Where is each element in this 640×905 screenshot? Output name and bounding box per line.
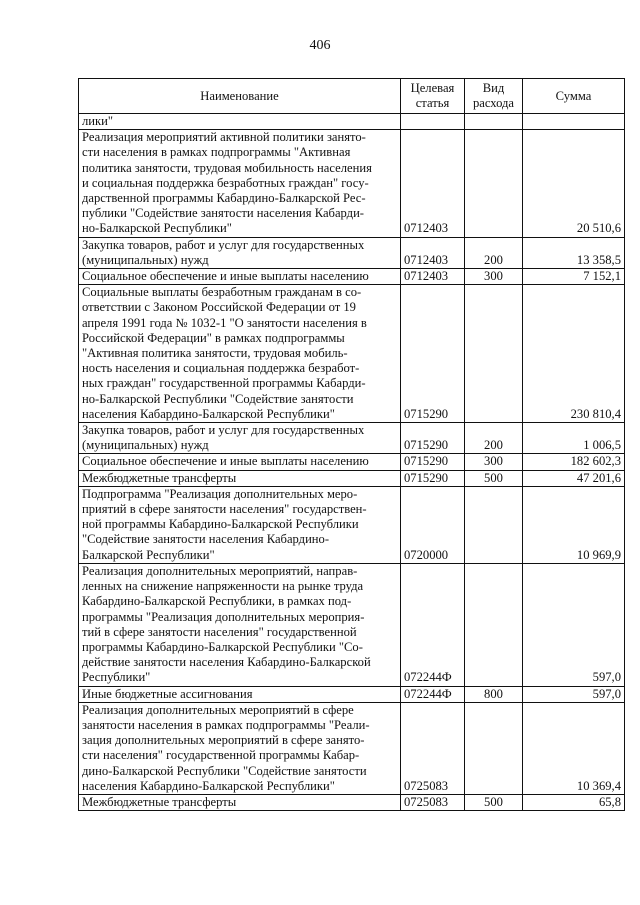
row-name xyxy=(79,114,401,130)
row-name-line: сти населения в рамках подпрограммы "Активная xyxy=(82,145,351,160)
row-name-line: зация дополнительных мероприятий в сфере занято- xyxy=(82,733,365,748)
row-name xyxy=(79,794,401,810)
budget-table xyxy=(78,78,625,811)
row-type xyxy=(465,702,523,794)
row-sum: 13 358,5 xyxy=(523,237,625,268)
row-code: 0720000 xyxy=(401,486,465,563)
row-name-line: и социальная поддержка безработных граждан" госу- xyxy=(82,175,369,190)
row-name xyxy=(79,686,401,702)
row-name-line: ответствии с Законом Российской Федерации от 19 xyxy=(82,300,356,315)
row-name-line: публики "Содействие занятости населения Кабарди- xyxy=(82,206,364,221)
row-name-line: программы "Реализация дополнительных мероприя- xyxy=(82,609,365,624)
row-name-line: Закупка товаров, работ и услуг для государственных xyxy=(82,237,365,252)
row-type xyxy=(465,563,523,686)
row-name-line: приятий в сфере занятости населения" государствен- xyxy=(82,502,367,517)
row-name-line: действие занятости населения Кабардино-Балкарской xyxy=(82,655,371,670)
row-type xyxy=(465,285,523,423)
row-name xyxy=(79,702,401,794)
row-code: 072244Ф xyxy=(401,563,465,686)
table-row xyxy=(79,130,625,237)
row-sum: 65,8 xyxy=(523,794,625,810)
row-type: 300 xyxy=(465,454,523,470)
row-name-line: ленных на снижение напряженности на рынке труда xyxy=(82,579,364,594)
table-header-row xyxy=(79,79,625,114)
page-number: 406 xyxy=(309,38,331,53)
row-name-line: "Содействие занятости населения Кабардино- xyxy=(82,532,330,547)
row-name xyxy=(79,454,401,470)
table-row xyxy=(79,702,625,794)
row-sum: 1 006,5 xyxy=(523,423,625,454)
row-name-line: занятости населения в рамках подпрограммы "Реали- xyxy=(82,717,370,732)
row-code: 0725083 xyxy=(401,794,465,810)
row-name-line: Межбюджетные трансферты xyxy=(82,470,237,485)
row-name-line: ной программы Кабардино-Балкарской Республики xyxy=(82,517,359,532)
row-name-line: сти населения" государственной программы Кабар- xyxy=(82,748,360,763)
row-code: 072244Ф xyxy=(401,686,465,702)
row-name-line: Иные бюджетные ассигнования xyxy=(82,686,253,701)
table-row xyxy=(79,563,625,686)
row-name-line: ность населения и социальная поддержка безработ- xyxy=(82,361,360,376)
row-name-line: но-Балкарской Республики "Содействие занятости xyxy=(82,391,354,406)
row-name-line: программы Кабардино-Балкарской Республики "Со- xyxy=(82,639,363,654)
row-name xyxy=(79,130,401,237)
row-type: 500 xyxy=(465,470,523,486)
row-name-line: населения Кабардино-Балкарской Республики" xyxy=(82,778,335,793)
header-name: Наименование xyxy=(79,79,401,114)
row-name-line: Социальное обеспечение и иные выплаты населению xyxy=(82,454,369,469)
row-name-line: Подпрограмма "Реализация дополнительных меро- xyxy=(82,486,358,501)
table-body xyxy=(79,114,625,811)
row-name xyxy=(79,237,401,268)
row-name xyxy=(79,563,401,686)
row-code xyxy=(401,114,465,130)
row-name-line: политика занятости, трудовая мобильность населения xyxy=(82,160,372,175)
row-name-line: Республики" xyxy=(82,670,151,685)
row-name-line: апреля 1991 года № 1032-1 "О занятости населения в xyxy=(82,315,367,330)
table-row xyxy=(79,269,625,285)
row-name-line: Российской Федерации" в рамках подпрограммы xyxy=(82,330,345,345)
row-name-line: Кабардино-Балкарской Республики, в рамках под- xyxy=(82,594,352,609)
row-name-line: Реализация мероприятий активной политики занято- xyxy=(82,130,366,145)
row-name-line: но-Балкарской Республики" xyxy=(82,221,232,236)
row-code: 0712403 xyxy=(401,269,465,285)
row-name-line: Межбюджетные трансферты xyxy=(82,794,237,809)
row-sum: 230 810,4 xyxy=(523,285,625,423)
header-code: Целевая статья xyxy=(401,79,465,114)
row-name-line: тий в сфере занятости населения" государственной xyxy=(82,624,357,639)
row-name-line: Реализация дополнительных мероприятий, направ- xyxy=(82,563,358,578)
row-type: 200 xyxy=(465,423,523,454)
row-sum xyxy=(523,114,625,130)
row-sum: 10 969,9 xyxy=(523,486,625,563)
row-code: 0715290 xyxy=(401,470,465,486)
row-type xyxy=(465,486,523,563)
table-row xyxy=(79,686,625,702)
row-type: 800 xyxy=(465,686,523,702)
row-name-line: Балкарской Республики" xyxy=(82,547,215,562)
row-name-line: Социальное обеспечение и иные выплаты населению xyxy=(82,269,369,284)
row-name-line: (муниципальных) нужд xyxy=(82,252,209,267)
row-sum: 47 201,6 xyxy=(523,470,625,486)
row-type xyxy=(465,114,523,130)
row-name-line: лики" xyxy=(82,114,114,128)
row-type: 500 xyxy=(465,794,523,810)
row-sum: 182 602,3 xyxy=(523,454,625,470)
row-sum: 597,0 xyxy=(523,686,625,702)
row-type: 200 xyxy=(465,237,523,268)
row-sum: 597,0 xyxy=(523,563,625,686)
row-name-line: (муниципальных) нужд xyxy=(82,438,209,453)
header-sum: Сумма xyxy=(523,79,625,114)
row-name xyxy=(79,423,401,454)
table-row xyxy=(79,794,625,810)
row-sum: 10 369,4 xyxy=(523,702,625,794)
row-name xyxy=(79,269,401,285)
row-name xyxy=(79,486,401,563)
row-code: 0715290 xyxy=(401,285,465,423)
row-name-line: Закупка товаров, работ и услуг для государственных xyxy=(82,423,365,438)
table-row xyxy=(79,454,625,470)
row-code: 0712403 xyxy=(401,237,465,268)
row-code: 0725083 xyxy=(401,702,465,794)
row-name xyxy=(79,285,401,423)
table-row xyxy=(79,486,625,563)
row-name-line: Социальные выплаты безработным гражданам в со- xyxy=(82,285,362,300)
row-name-line: населения Кабардино-Балкарской Республики" xyxy=(82,406,335,421)
row-type: 300 xyxy=(465,269,523,285)
row-code: 0715290 xyxy=(401,454,465,470)
row-code: 0712403 xyxy=(401,130,465,237)
table-row xyxy=(79,423,625,454)
row-type xyxy=(465,130,523,237)
row-name-line: дарственной программы Кабардино-Балкарской Рес- xyxy=(82,191,366,206)
row-sum: 20 510,6 xyxy=(523,130,625,237)
table-row xyxy=(79,114,625,130)
row-code: 0715290 xyxy=(401,423,465,454)
header-type: Вид расхода xyxy=(465,79,523,114)
row-name xyxy=(79,470,401,486)
row-name-line: ных граждан" государственной программы Кабарди- xyxy=(82,376,366,391)
row-name-line: дино-Балкарской Республики "Содействие занятости xyxy=(82,763,367,778)
row-name-line: Реализация дополнительных мероприятий в сфере xyxy=(82,702,354,717)
table-row xyxy=(79,285,625,423)
row-name-line: "Активная политика занятости, трудовая мобиль- xyxy=(82,346,348,361)
table-row xyxy=(79,237,625,268)
table-row xyxy=(79,470,625,486)
row-sum: 7 152,1 xyxy=(523,269,625,285)
